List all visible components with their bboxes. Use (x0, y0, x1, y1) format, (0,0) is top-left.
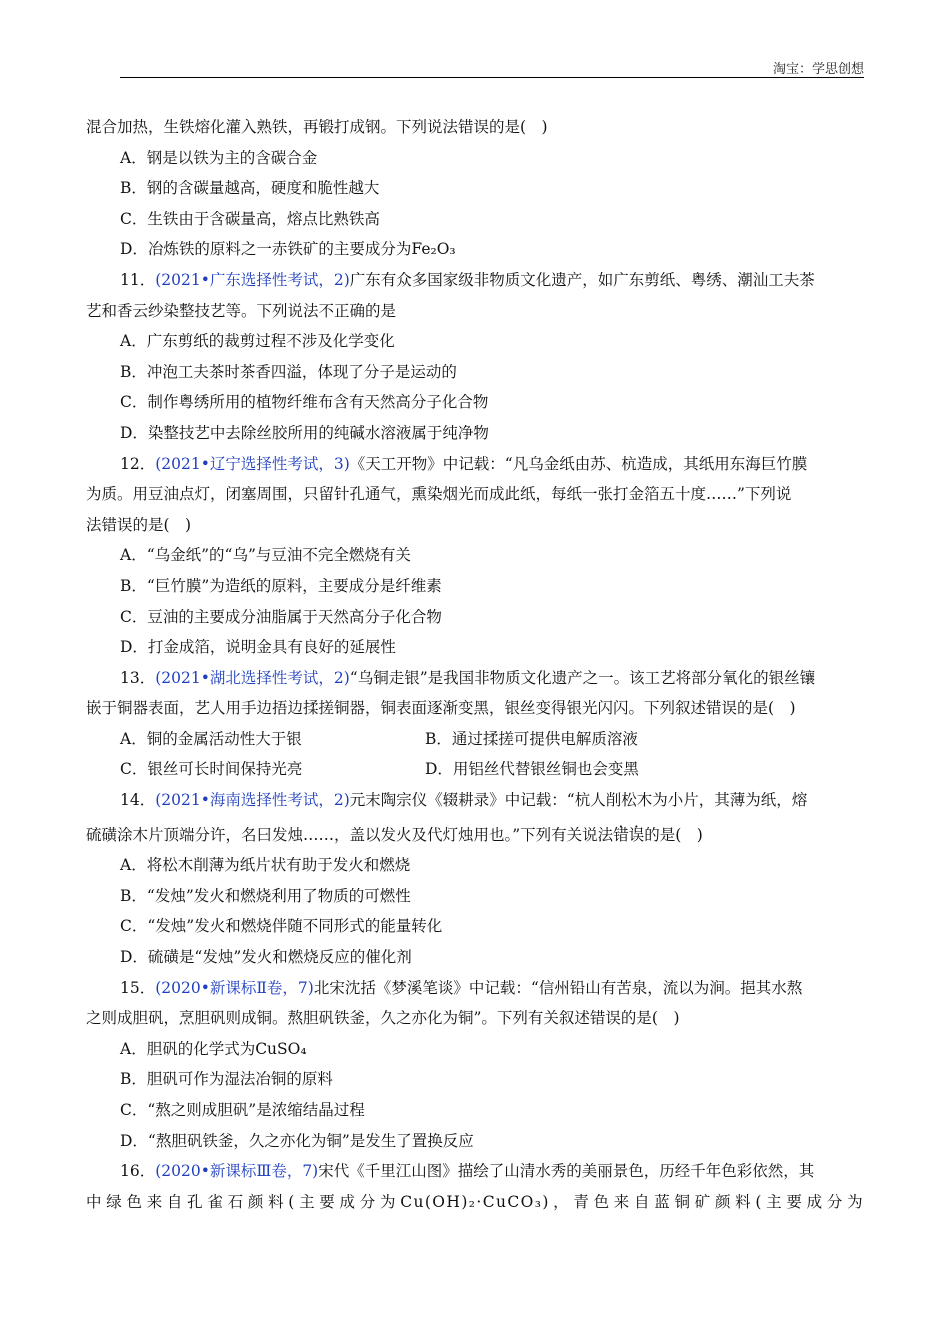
q11-source: (2021•广东选择性考试，2) (155, 270, 350, 289)
q14-option-c: C．“发烛”发火和燃烧伴随不同形式的能量转化 (120, 917, 443, 936)
q16-stem-line2: 中绿色来自孔雀石颜料(主要成分为Cu(OH)₂·CuCO₃)，青色来自蓝铜矿颜料(主要成分为 (86, 1192, 864, 1211)
q12-stem-line3: 法错误的是( ) (86, 515, 192, 534)
q12-number: 12． (120, 454, 156, 473)
q10-stem: 混合加热，生铁熔化灌入熟铁，再锻打成钢。下列说法错误的是( ) (86, 118, 548, 136)
q10-option-a: A．钢是以铁为主的含碳合金 (120, 148, 318, 167)
q13-stem-line2: 嵌于铜器表面，艺人用手边捂边揉搓铜器，铜表面逐渐变黑，银丝变得银光闪闪。下列叙述错误的是( ) (86, 699, 796, 718)
q12-source: (2021•辽宁选择性考试，3) (155, 454, 350, 473)
q13-options-row2 (86, 754, 864, 785)
q14-number: 14． (120, 791, 156, 810)
q12-option-c: C．豆油的主要成分油脂属于天然高分子化合物 (120, 607, 442, 626)
q10-option-b: B．钢的含碳量越高，硬度和脆性越大 (120, 179, 380, 198)
q14-stem2-post: 的是( ) (644, 825, 703, 844)
q10-option-c: C．生铁由于含碳量高，熔点比熟铁高 (120, 209, 380, 228)
q14-option-a: A．将松木削薄为纸片状有助于发火和燃烧 (120, 856, 411, 875)
q12-stem-line1 (86, 449, 864, 480)
q13-option-c: C．银丝可长时间保持光亮 (120, 760, 303, 779)
q16-number: 16． (120, 1162, 156, 1181)
q16-stem-line1 (86, 1156, 864, 1187)
q13-number: 13． (120, 668, 156, 687)
header-text: 淘宝：学思创想 (772, 62, 864, 77)
q13-source: (2021•湖北选择性考试，2) (155, 668, 350, 687)
q15-stem1: 北宋沈括《梦溪笔谈》中记载：“信州铅山有苦泉，流以为涧。挹其水熬 (313, 978, 803, 997)
q12-option-a: A．“乌金纸”的“乌”与豆油不完全燃烧有关 (120, 546, 411, 565)
q14-option-b: B．“发烛”发火和燃烧利用了物质的可燃性 (120, 886, 411, 905)
q11-option-b: B．冲泡工夫茶时茶香四溢，体现了分子是运动的 (120, 362, 457, 381)
q13-stem-line1 (86, 663, 864, 694)
q15-option-c: C．“熬之则成胆矾”是浓缩结晶过程 (120, 1101, 365, 1119)
q13-option-a: A．铜的金属活动性大于银 (120, 729, 302, 748)
q12-stem1: 《天工开物》中记载：“凡乌金纸由苏、杭造成，其纸用东海巨竹膜 (349, 454, 808, 473)
q13-option-d: D．用铝丝代替银丝铜也会变黑 (425, 760, 639, 779)
q15-option-a: A．胆矾的化学式为CuSO₄ (120, 1039, 307, 1058)
q12-option-d: D．打金成箔，说明金具有良好的延展性 (120, 638, 396, 657)
q14-stem-line2 (86, 816, 864, 851)
q15-stem-line2: 之则成胆矾，烹胆矾则成铜。熬胆矾铁釜，久之亦化为铜”。下列有关叙述错误的是( ) (86, 1009, 680, 1028)
q11-option-d: D．染整技艺中去除丝胶所用的纯碱水溶液属于纯净物 (120, 423, 489, 442)
q15-source: (2020•新课标Ⅱ卷，7) (155, 978, 314, 997)
q13-stem1: “乌铜走银”是我国非物质文化遗产之一。该工艺将部分氧化的银丝镶 (349, 668, 816, 687)
q11-stem1: 广东有众多国家级非物质文化遗产，如广东剪纸、粤绣、潮汕工夫茶 (349, 270, 815, 289)
q13-options-row1 (86, 724, 864, 755)
q14-stem1: 元末陶宗仪《辍耕录》中记载：“杭人削松木为小片，其薄为纸，熔 (349, 791, 808, 810)
q16-stem1: 宋代《千里江山图》描绘了山清水秀的美丽景色，历经千年色彩依然，其 (318, 1162, 815, 1181)
q16-source: (2020•新课标Ⅲ卷，7) (155, 1162, 319, 1181)
q11-option-a: A．广东剪纸的裁剪过程不涉及化学变化 (120, 332, 395, 351)
q14-source: (2021•海南选择性考试，2) (155, 791, 350, 810)
q13-option-b: B．通过揉搓可提供电解质溶液 (425, 729, 638, 748)
q10-option-d: D．冶炼铁的原料之一赤铁矿的主要成分为Fe₂O₃ (120, 240, 456, 259)
q11-stem-line1 (86, 265, 864, 296)
q12-stem-line2: 为质。用豆油点灯，闭塞周围，只留针孔通气，熏染烟光而成此纸，每纸一张打金箔五十度……”下列说 (86, 485, 792, 504)
q15-number: 15． (120, 978, 156, 997)
q14-stem2-pre: 硫磺涂木片顶端分许，名曰发烛……，盖以发火及代灯烛用也。”下列有关说法 (86, 825, 614, 844)
q11-stem-line2: 艺和香云纱染整技艺等。下列说法不正确的是 (86, 301, 397, 320)
q14-emphasis-2: 误 (628, 825, 645, 844)
q15-stem-line1 (86, 973, 864, 1004)
q15-option-d: D．“熬胆矾铁釜，久之亦化为铜”是发生了置换反应 (120, 1131, 474, 1150)
q11-number: 11． (120, 270, 156, 289)
q14-option-d: D．硫磺是“发烛”发火和燃烧反应的催化剂 (120, 948, 412, 967)
document-body (86, 112, 864, 1217)
q14-emphasis-1: 错 (613, 825, 629, 844)
q12-option-b: B．“巨竹膜”为造纸的原料，主要成分是纤维素 (120, 576, 442, 595)
q11-option-c: C．制作粤绣所用的植物纤维布含有天然高分子化合物 (120, 393, 489, 412)
q15-option-b: B．胆矾可作为湿法冶铜的原料 (120, 1070, 333, 1089)
q14-stem-line1 (86, 785, 864, 816)
header-rule (120, 77, 864, 78)
